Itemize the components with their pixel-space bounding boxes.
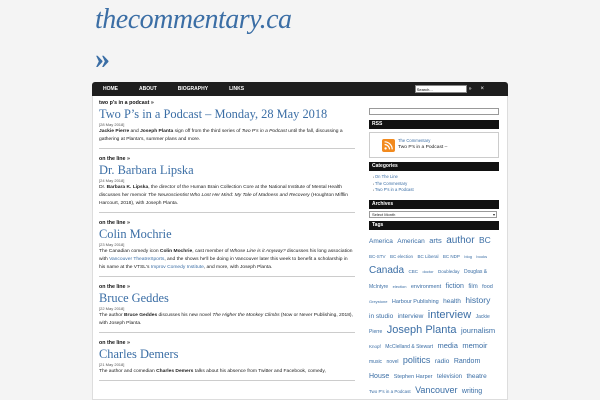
tag-link[interactable]: Two P's in a Podcast (369, 388, 411, 394)
post-entry (99, 340, 355, 381)
tag-link[interactable]: Pierre (369, 328, 383, 335)
nav-home[interactable]: HOME (103, 86, 118, 92)
sidebar-heading-tags: Tags (369, 221, 499, 230)
sidebar (369, 108, 499, 398)
rss-latest-post[interactable]: Two P's in a Podcast – (398, 145, 448, 150)
title-arrows: » (95, 42, 110, 75)
post-category[interactable]: on the line » (99, 156, 130, 162)
tag-link[interactable]: Canada (369, 264, 405, 276)
excerpt-text: The author (99, 313, 125, 318)
category-item[interactable]: ▪ On The Line (373, 174, 499, 181)
tag-link[interactable]: politics (402, 354, 431, 365)
tag-link[interactable]: writing (461, 387, 483, 395)
tag-link[interactable]: arts (429, 235, 442, 245)
excerpt-text: and (129, 129, 141, 134)
sidebar-heading-archives: Archives (369, 200, 499, 209)
search-input[interactable] (415, 85, 467, 93)
tag-link[interactable]: memoir (462, 340, 488, 350)
post-title[interactable]: Charles Demers (99, 347, 179, 361)
search-go-button[interactable]: » (468, 86, 472, 92)
tag-link[interactable]: books (476, 253, 488, 259)
sidebar-heading-categories: Categories (369, 162, 499, 171)
excerpt-text: , and the shows he'll be doing in Vancouver later this week to benefit a scholarship in his name at the VTSL's (99, 257, 348, 270)
post-date: [22 May 2018] (99, 306, 125, 311)
excerpt-text: The author and comedian (99, 369, 157, 374)
tag-link[interactable]: interview (427, 308, 472, 321)
tag-link[interactable]: theatre (466, 372, 487, 380)
tag-link[interactable]: Stephen Harper (393, 373, 433, 380)
tag-link[interactable]: American (397, 237, 425, 245)
post-title[interactable]: Bruce Geddes (99, 291, 169, 305)
excerpt-text: talks about his absence from Twitter and Facebook, comedy, (193, 369, 326, 374)
excerpt-text: Dr. (99, 185, 107, 190)
post-entry (99, 284, 355, 333)
post-category[interactable]: on the line » (99, 340, 130, 346)
tag-link[interactable]: food (482, 283, 493, 290)
tag-link[interactable]: BC-STV (369, 253, 386, 259)
tag-link[interactable]: Doubleday (438, 268, 460, 274)
excerpt-text: Joseph Planta (140, 129, 174, 134)
excerpt-text: (Houghton Mifflin Harcourt, 2018), with Joseph Planta. (99, 193, 348, 206)
post-category[interactable]: on the line » (99, 220, 130, 226)
tag-link[interactable]: CBC (408, 268, 418, 274)
post-date: [24 May 2018] (99, 178, 125, 183)
chevron-down-icon: ▾ (492, 211, 495, 217)
tag-link[interactable]: fiction (445, 282, 464, 290)
rss-feed-title[interactable]: The Commentary (398, 138, 431, 143)
post-excerpt (99, 368, 355, 376)
excerpt-text: The Neuroscientist Who Lost Her Mind: My Tale of Madness and Recovery (147, 193, 310, 198)
tag-link[interactable]: interview (397, 312, 424, 320)
tag-cloud (369, 233, 499, 398)
post-list (99, 100, 355, 388)
tag-link[interactable]: environment (410, 283, 442, 290)
archive-month-select[interactable] (369, 211, 497, 218)
tag-link[interactable]: Jackie (475, 313, 490, 320)
tag-link[interactable]: doctor (422, 268, 434, 274)
post-category[interactable]: two p's in a podcast » (99, 100, 154, 106)
category-item[interactable]: ▪ Two P's in a Podcast (373, 187, 499, 194)
tag-link[interactable]: blog (464, 253, 472, 259)
tag-link[interactable]: Douglas & (464, 268, 488, 275)
tag-link[interactable]: Random House (369, 357, 481, 380)
tag-link[interactable]: media (437, 340, 458, 350)
excerpt-text: discusses his new novel (157, 313, 213, 318)
tag-link[interactable]: history (465, 294, 491, 305)
excerpt-text: The Canadian comedy icon (99, 249, 160, 254)
post-title[interactable]: Dr. Barbara Lipska (99, 163, 194, 177)
content-area (92, 96, 508, 400)
post-entry (99, 220, 355, 277)
category-list (373, 174, 499, 194)
excerpt-link[interactable]: Vancouver TheatreSports (109, 257, 165, 262)
tag-link[interactable]: novel (386, 358, 399, 365)
tag-link[interactable]: in studio (369, 312, 394, 320)
excerpt-text: The Higher the Monkey Climbs (212, 313, 280, 318)
excerpt-text: Barbara K. Lipska (106, 185, 149, 190)
tag-link[interactable]: BC election (389, 253, 413, 259)
tag-link[interactable]: radio (434, 357, 450, 365)
close-icon[interactable]: × (480, 86, 484, 92)
sidebar-heading-rss: RSS (369, 120, 499, 129)
rss-widget[interactable] (369, 132, 499, 158)
nav-search (415, 85, 484, 93)
excerpt-link[interactable]: Improv Comedy Institute (150, 265, 204, 270)
tag-link[interactable]: journalism (460, 325, 496, 335)
post-excerpt (99, 184, 355, 208)
tag-link[interactable]: film (468, 283, 478, 290)
category-item[interactable]: ▪ The Commentary (373, 181, 499, 188)
post-title[interactable]: Colin Mochrie (99, 227, 172, 241)
sidebar-search-input[interactable] (369, 108, 499, 115)
post-date: [28 May 2018] (99, 122, 125, 127)
nav-biography[interactable]: BIOGRAPHY (177, 86, 209, 92)
excerpt-text: Bruce Geddes (124, 313, 158, 318)
post-title[interactable]: Two P’s in a Podcast – Monday, 28 May 2018 (99, 107, 328, 121)
tag-link[interactable]: Vancouver (415, 384, 458, 395)
post-entry (99, 156, 355, 213)
tag-link[interactable]: author (446, 234, 475, 246)
tag-link[interactable]: McIntyre (369, 283, 389, 290)
post-date: [23 May 2018] (99, 242, 125, 247)
excerpt-text: Whose Line is it Anyway? (230, 249, 286, 254)
excerpt-text: , and more, with Joseph Planta. (203, 265, 273, 270)
excerpt-text: Two P's in a Podcast (241, 129, 287, 134)
tag-link[interactable]: BC (479, 234, 491, 245)
main-navbar (92, 82, 508, 96)
tag-link[interactable]: election (392, 283, 407, 289)
tag-link[interactable]: BC Liberal (417, 253, 439, 259)
site-title[interactable]: thecommentary.ca (95, 4, 292, 35)
post-entry (99, 100, 355, 149)
excerpt-text: Charles Demers (156, 369, 194, 374)
tag-link[interactable]: health (443, 297, 461, 305)
post-excerpt (99, 312, 355, 328)
excerpt-text: Jackie Pierre (99, 129, 130, 134)
tag-link[interactable]: Knopf (369, 343, 381, 349)
post-date: [21 May 2018] (99, 362, 125, 367)
excerpt-text: sign off from the third series of (173, 129, 242, 134)
post-excerpt (99, 128, 355, 144)
tag-link[interactable]: Harbour Publishing (391, 298, 439, 305)
tag-link[interactable]: music (369, 358, 383, 365)
excerpt-text: discusses his long association with (99, 249, 353, 262)
tag-link[interactable]: Greystone (369, 298, 388, 304)
tag-link[interactable]: McClelland & Stewart (385, 343, 434, 350)
excerpt-text: until the fall, discussing a gathering at Planta's, summer plans and more. (99, 129, 343, 142)
tag-link[interactable]: Joseph Planta (386, 323, 457, 336)
archive-select-value: Select Month (372, 211, 396, 217)
excerpt-text: , cast member of (192, 249, 231, 254)
post-category[interactable]: on the line » (99, 284, 130, 290)
excerpt-text: Colin Mochrie (159, 249, 193, 254)
nav-links[interactable]: LINKS (229, 86, 245, 92)
post-excerpt (99, 248, 355, 272)
excerpt-text: (Now or Never Publishing, 2018), with Joseph Planta. (99, 313, 353, 326)
tag-link[interactable]: television (436, 373, 462, 380)
tag-link[interactable]: America (369, 237, 393, 245)
nav-about[interactable]: ABOUT (139, 86, 157, 92)
excerpt-text: , the director of the Human Brain Collection Core at the National Institute of Mental Health discusses her memoir (99, 185, 343, 198)
rss-icon[interactable] (382, 139, 395, 152)
tag-link[interactable]: BC NDP (442, 253, 460, 259)
